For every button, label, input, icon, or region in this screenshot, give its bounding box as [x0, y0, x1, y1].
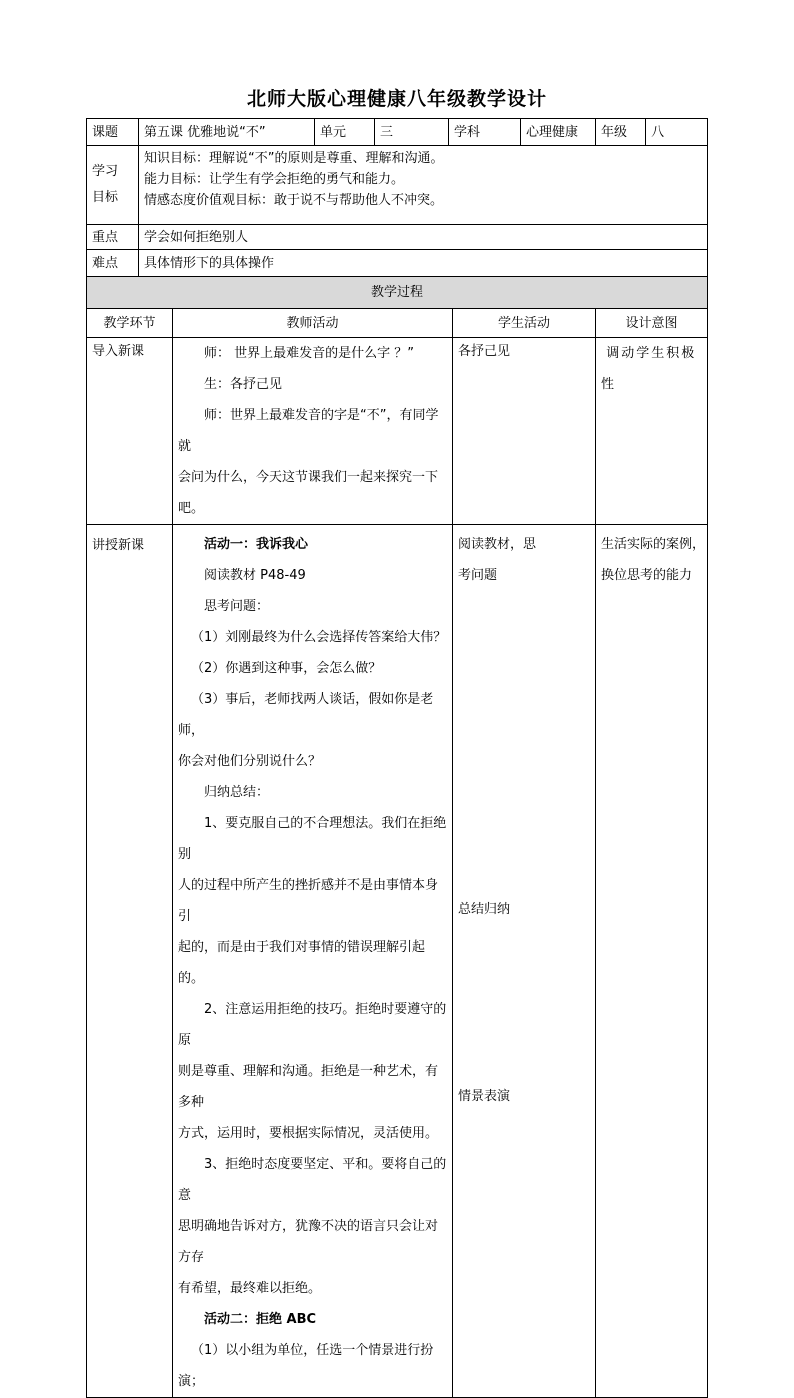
lesson-line: 3、拒绝时态度要坚定、平和。要将自己的意	[178, 1157, 447, 1203]
intro-intent-line-2: 性	[601, 377, 617, 392]
goals-row	[87, 146, 708, 225]
key-point-label: 重点	[87, 225, 139, 250]
intro-line: 师：世界上最难发音的字是“不”，有同学就	[178, 408, 439, 454]
process-title-row	[87, 277, 708, 309]
subject-value: 心理健康	[521, 119, 596, 146]
lesson-line: 你会对他们分别说什么？	[178, 754, 322, 769]
lesson-row	[87, 525, 708, 1398]
activity-one-title: 活动一：我诉我心	[204, 537, 309, 552]
process-title: 教学过程	[87, 277, 708, 309]
knowledge-goal: 知识目标：理解说“不”的原则是尊重、理解和沟通。	[144, 151, 444, 166]
unit-label: 单元	[315, 119, 375, 146]
intro-line: 会问为什么，今天这节课我们一起来探究一下吧。	[178, 470, 439, 516]
difficulty-value: 具体情形下的具体操作	[139, 250, 708, 277]
lesson-intent	[596, 525, 708, 1398]
process-header-row	[87, 309, 708, 338]
key-point-row	[87, 225, 708, 250]
grade-value: 八	[646, 119, 708, 146]
grade-label: 年级	[596, 119, 646, 146]
intro-intent-line-1: 调动学生积极	[606, 346, 697, 361]
intro-line: 生：各抒己见	[204, 377, 283, 392]
lesson-teacher	[173, 525, 453, 1398]
lesson-line: 归纳总结：	[204, 785, 270, 800]
info-row	[87, 119, 708, 146]
lesson-line: 1、要克服自己的不合理想法。我们在拒绝别	[178, 816, 447, 862]
lesson-plan-table	[86, 118, 708, 1398]
student-header: 学生活动	[453, 309, 596, 338]
lesson-line: 思考问题：	[204, 599, 270, 614]
lesson-line: （3）事后，老师找两人谈话，假如你是老师，	[178, 692, 434, 738]
subject-label: 学科	[449, 119, 521, 146]
unit-value: 三	[375, 119, 449, 146]
lesson-line: 有希望，最终难以拒绝。	[178, 1281, 322, 1296]
intent-header: 设计意图	[596, 309, 708, 338]
teacher-header: 教师活动	[173, 309, 453, 338]
lesson-student-summary: 总结归纳	[458, 902, 511, 917]
lesson-line: 起的，而是由于我们对事情的错误理解引起的。	[178, 940, 426, 986]
key-point-value: 学会如何拒绝别人	[139, 225, 708, 250]
lesson-line: （2）你遇到这种事，会怎么做？	[191, 661, 382, 676]
goals-content	[139, 146, 708, 225]
lesson-value: 第五课 优雅地说“不”	[139, 119, 315, 146]
lesson-stage: 讲授新课	[87, 525, 173, 1398]
page-title: 北师大版心理健康八年级教学设计	[246, 88, 547, 110]
goals-label-line-2: 目标	[92, 190, 119, 205]
lesson-line: （1）以小组为单位，任选一个情景进行扮演；	[178, 1343, 434, 1389]
lesson-line: （1）刘刚最终为什么会选择传答案给大伟？	[191, 630, 447, 645]
goals-label-line-1: 学习	[92, 164, 119, 179]
lesson-line: 人的过程中所产生的挫折感并不是由事情本身引	[178, 878, 439, 924]
lesson-line: 思明确地告诉对方，犹豫不决的语言只会让对方存	[178, 1219, 439, 1265]
goals-label	[87, 146, 139, 225]
lesson-student-roleplay: 情景表演	[458, 1089, 511, 1104]
attitude-goal: 情感态度价值观目标：敢于说不与帮助他人不冲突。	[144, 193, 444, 208]
lesson-student-line: 阅读教材，思	[458, 537, 537, 552]
intro-teacher	[173, 338, 453, 525]
lesson-intent-line-2: 换位思考的能力	[601, 568, 693, 583]
lesson-line: 阅读教材 P48-49	[204, 568, 306, 583]
lesson-student-line: 考问题	[458, 568, 498, 583]
intro-line: 师： 世界上最难发音的是什么字 ？”	[204, 346, 414, 361]
difficulty-label: 难点	[87, 250, 139, 277]
difficulty-row	[87, 250, 708, 277]
stage-header: 教学环节	[87, 309, 173, 338]
intro-stage: 导入新课	[87, 338, 173, 525]
lesson-intent-line-1: 生活实际的案例，	[601, 537, 706, 552]
lesson-line: 则是尊重、理解和沟通。拒绝是一种艺术，有多种	[178, 1064, 439, 1110]
intro-student: 各抒己见	[453, 338, 596, 525]
lesson-line: 2、注意运用拒绝的技巧。拒绝时要遵守的原	[178, 1002, 447, 1048]
lesson-label: 课题	[87, 119, 139, 146]
ability-goal: 能力目标：让学生有学会拒绝的勇气和能力。	[144, 172, 405, 187]
lesson-line: 方式，运用时，要根据实际情况，灵活使用。	[178, 1126, 439, 1141]
activity-two-title: 活动二：拒绝 ABC	[204, 1312, 317, 1327]
intro-intent	[596, 338, 708, 525]
intro-row	[87, 338, 708, 525]
lesson-student	[453, 525, 596, 1398]
